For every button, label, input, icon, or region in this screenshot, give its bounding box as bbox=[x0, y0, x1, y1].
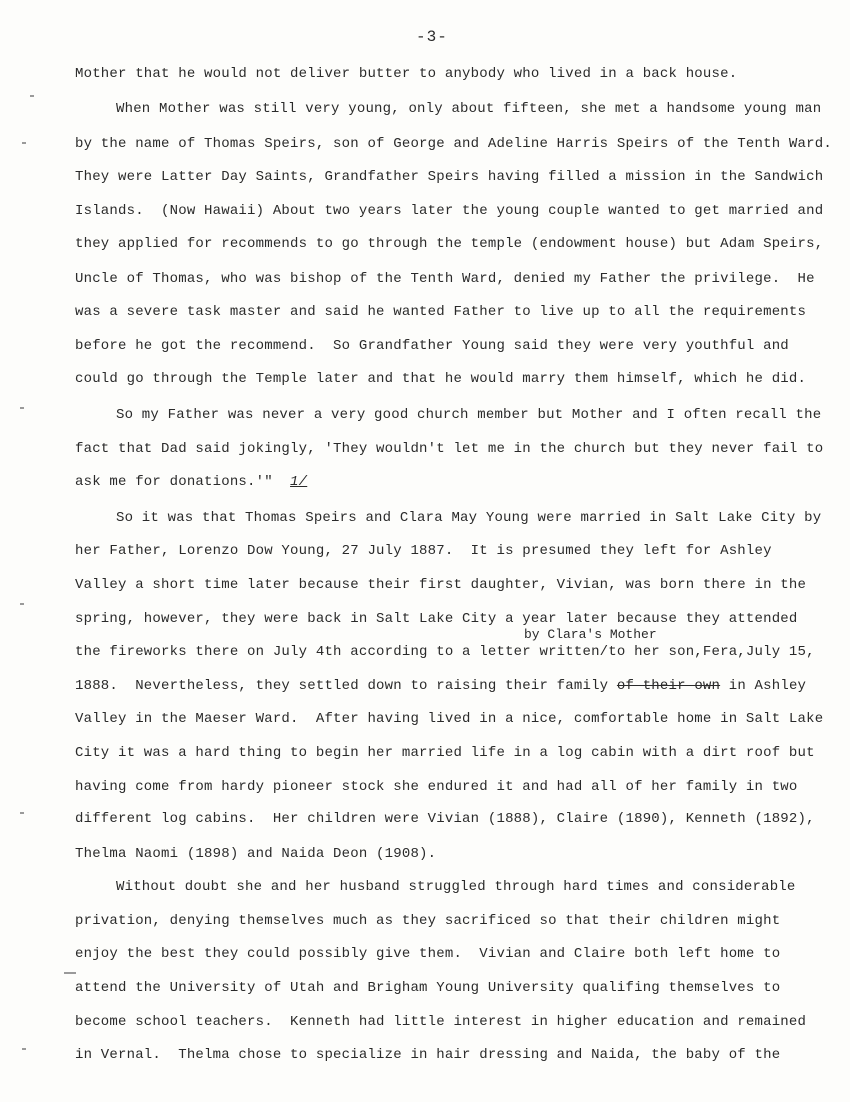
margin-mark bbox=[22, 1048, 26, 1050]
margin-mark bbox=[22, 142, 26, 144]
margin-mark bbox=[30, 95, 34, 97]
text-line: Valley in the Maeser Ward. After having lived in a nice, comfortable home in Salt Lake bbox=[75, 711, 824, 727]
margin-mark bbox=[20, 407, 24, 409]
text-line: her Father, Lorenzo Dow Young, 27 July 1887. It is presumed they left for Ashley bbox=[75, 543, 772, 559]
text-line: having come from hardy pioneer stock she endured it and had all of her family in two bbox=[75, 779, 798, 795]
line-end-text: in Ashley bbox=[728, 678, 807, 694]
page-number: -3- bbox=[416, 28, 448, 46]
text-line: When Mother was still very young, only about fifteen, she met a handsome young man bbox=[116, 101, 822, 117]
text-line: could go through the Temple later and that he would marry them himself, which he did. bbox=[75, 371, 807, 387]
text-line: by the name of Thomas Speirs, son of George and Adeline Harris Speirs of the Tenth Ward. bbox=[75, 136, 832, 152]
footnote-reference: 1/ bbox=[290, 474, 308, 490]
text-line: Thelma Naomi (1898) and Naida Deon (1908). bbox=[75, 846, 437, 862]
text-line: Uncle of Thomas, who was bishop of the Tenth Ward, denied my Father the privilege. He bbox=[75, 271, 815, 287]
text-line: become school teachers. Kenneth had little interest in higher education and remained bbox=[75, 1014, 807, 1030]
margin-mark bbox=[64, 972, 76, 974]
handwritten-insertion: by Clara's Mother bbox=[524, 627, 657, 642]
text-line: the fireworks there on July 4th according to a letter written/to her son,Fera,July 15, bbox=[75, 644, 815, 660]
text-line: they applied for recommends to go through the temple (endowment house) but Adam Speirs, bbox=[75, 236, 824, 252]
text-line: spring, however, they were back in Salt Lake City a year later because they attended bbox=[75, 611, 798, 627]
struck-out-text: of their own bbox=[616, 678, 721, 694]
text-line: attend the University of Utah and Brigham Young University qualifing themselves to bbox=[75, 980, 781, 996]
text-line: in Vernal. Thelma chose to specialize in hair dressing and Naida, the baby of the bbox=[75, 1047, 781, 1063]
text-line: before he got the recommend. So Grandfather Young said they were very youthful and bbox=[75, 338, 789, 354]
text-line: fact that Dad said jokingly, 'They wouldn't let me in the church but they never fail to bbox=[75, 441, 824, 457]
text-line: was a severe task master and said he wanted Father to live up to all the requirements bbox=[75, 304, 807, 320]
margin-mark bbox=[20, 603, 24, 605]
corrected-line bbox=[75, 677, 806, 695]
text-line: ask me for donations.'" bbox=[75, 474, 273, 490]
text-line: So it was that Thomas Speirs and Clara May Young were married in Salt Lake City by bbox=[116, 510, 822, 526]
text-line: 1888. Nevertheless, they settled down to raising their family bbox=[75, 678, 609, 694]
text-line: Mother that he would not deliver butter to anybody who lived in a back house. bbox=[75, 66, 738, 82]
text-line: Islands. (Now Hawaii) About two years later the young couple wanted to get married and bbox=[75, 203, 824, 219]
text-line: enjoy the best they could possibly give them. Vivian and Claire both left home to bbox=[75, 946, 781, 962]
footnote-line bbox=[75, 473, 307, 491]
text-line: different log cabins. Her children were Vivian (1888), Claire (1890), Kenneth (1892), bbox=[75, 811, 815, 827]
margin-mark bbox=[20, 812, 24, 814]
text-line: Without doubt she and her husband struggled through hard times and considerable bbox=[116, 879, 796, 895]
text-line: City it was a hard thing to begin her married life in a log cabin with a dirt roof but bbox=[75, 745, 815, 761]
text-line: They were Latter Day Saints, Grandfather Speirs having filled a mission in the Sandwich bbox=[75, 169, 824, 185]
text-line: So my Father was never a very good church member but Mother and I often recall the bbox=[116, 407, 822, 423]
text-line: Valley a short time later because their first daughter, Vivian, was born there in the bbox=[75, 577, 807, 593]
text-line: privation, denying themselves much as they sacrificed so that their children might bbox=[75, 913, 781, 929]
